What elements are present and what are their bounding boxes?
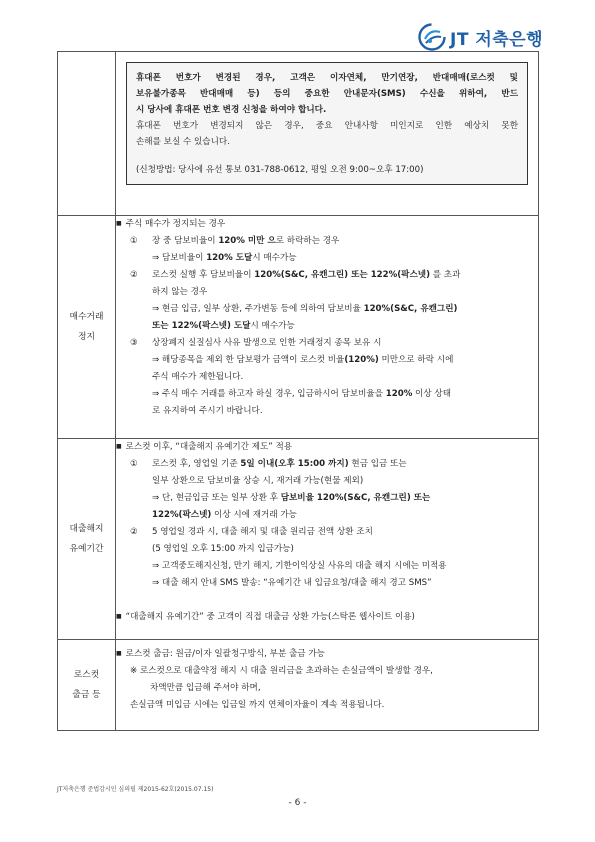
phone-row-content xyxy=(116,52,539,216)
bullet-item: ■ “대출해지 유예기간” 중 고객이 직접 대출금 상환 가능(스탁론 웹사이트 이용) xyxy=(116,609,538,626)
sub-item: ⇒ 고객중도해지신청, 만기 해지, 기한이익상실 사유의 대출 해지 시에는 미적용 xyxy=(152,561,447,571)
emphasis: 5일 이내(오후 15:00 까지) xyxy=(240,459,349,469)
item-number: ③ xyxy=(130,338,138,348)
bullet-item: ■ 로스컷 이후, “대출해지 유예기간 제도” 적용 xyxy=(116,439,538,456)
sub-item xyxy=(116,386,538,403)
emphasis: 120% 미만 으 xyxy=(218,236,276,246)
sub-item-continued: 주식 매수가 제한됩니다. xyxy=(152,372,244,382)
list-item xyxy=(116,267,538,284)
emphasis: (120%) xyxy=(344,355,379,365)
emphasis: 120%(S&C, 유캔그린) xyxy=(363,304,458,314)
list-item-continued: (5 영업일 오후 15:00 까지 입금가능) xyxy=(152,544,294,554)
sub-item-continued: 로 유지하여 주시기 바랍니다. xyxy=(152,406,263,416)
sub-item xyxy=(116,250,538,267)
text: 시 매수가능 xyxy=(250,321,295,331)
sub-item xyxy=(116,490,538,507)
label-line: 매수거래 xyxy=(69,312,104,322)
text: ⇒ 해당종목을 제외 한 담보평가 금액이 로스컷 비율 xyxy=(152,355,345,365)
label-line: 출금 등 xyxy=(72,690,101,700)
emphasis: 122%(팍스넷) xyxy=(152,510,212,520)
emphasis: 120% 도달 xyxy=(206,253,253,263)
losscut-content xyxy=(116,640,539,731)
list-item xyxy=(116,233,538,250)
phone-change-row xyxy=(58,52,539,216)
text: ⇒ 단, 현금입금 또는 일부 상환 후 xyxy=(152,493,281,503)
list-item xyxy=(116,335,538,352)
sub-item xyxy=(116,301,538,318)
bullet-item: ■ 주식 매수가 정지되는 경우 xyxy=(116,216,538,233)
trading-halt-label xyxy=(58,216,116,439)
company-logo xyxy=(418,23,543,51)
bullet-item: ■ 로스컷 출금: 원금/이자 일괄청구방식, 부분 출금 가능 xyxy=(116,646,538,663)
notice-line: 휴대폰 번호가 변경되지 않은 경우, 중요 안내사항 미인지로 인한 예상치 못한 xyxy=(136,121,518,131)
label-line: 로스컷 xyxy=(73,670,100,680)
notice-line: 휴대폰 번호가 변경된 경우, 고객은 이자연체, 만기연장, 반대매매(로스컷 및 xyxy=(136,73,518,83)
note-line: 차액만큼 입금해 주셔야 하며, xyxy=(150,683,261,693)
loan-grace-row xyxy=(58,439,539,640)
notice-application-method: (신청방법: 당사에 유선 통보 031-788-0612, 평일 오전 9:00~오후 17:00) xyxy=(136,165,424,175)
emphasis: 담보비율 120%(S&C, 유캔그린) 또는 xyxy=(280,493,431,503)
text: 를 초과 xyxy=(430,270,461,280)
page-number: - 6 - xyxy=(288,798,307,808)
text: 장 중 담보비율이 xyxy=(152,236,219,246)
trading-halt-row xyxy=(58,216,539,439)
sub-item-continued xyxy=(116,507,538,524)
text: 미만으로 하락 시에 xyxy=(378,355,454,365)
compliance-footnote: JT저축은행 준법감시인 심의필 제2015-62호(2015.07.15) xyxy=(57,786,214,793)
losscut-label xyxy=(58,640,116,731)
sub-item xyxy=(116,352,538,369)
emphasis: 120% xyxy=(385,389,413,399)
text: 로스컷 실행 후 담보비율이 xyxy=(152,270,255,280)
text: ⇒ 현금 입금, 일부 상환, 주가변동 등에 의하여 담보비율 xyxy=(152,304,364,314)
phone-change-notice-box xyxy=(126,62,528,185)
item-number: ② xyxy=(130,270,138,280)
trading-halt-content xyxy=(116,216,539,439)
text: 로 하락하는 경우 xyxy=(275,236,340,246)
text: ⇒ 담보비율이 xyxy=(152,253,207,263)
notice-line: 시 당사에 휴대폰 번호 변경 신청을 하여야 합니다. xyxy=(136,105,327,115)
phone-row-label xyxy=(58,52,116,216)
item-number: ① xyxy=(130,236,138,246)
label-line: 유예기간 xyxy=(69,544,104,554)
logo-text: JT 저축은행 xyxy=(450,29,544,50)
list-item-continued: 하지 않는 경우 xyxy=(152,287,208,297)
list-item xyxy=(116,456,538,473)
jt-swirl-logo-icon xyxy=(418,23,446,51)
text: 5 영업일 경과 시, 대출 해지 및 대출 원리금 전액 상환 조치 xyxy=(152,527,373,537)
sub-item-continued xyxy=(116,318,538,335)
notice-line: 손해를 보실 수 있습니다. xyxy=(136,137,230,147)
loan-grace-content xyxy=(116,439,539,640)
text: 로스컷 후, 영업일 기준 xyxy=(152,459,241,469)
terms-table xyxy=(57,51,539,731)
list-item xyxy=(116,524,538,541)
emphasis: 120%(S&C, 유캔그린) 또는 122%(팍스넷) xyxy=(254,270,431,280)
text: 시 매수가능 xyxy=(252,253,297,263)
item-number: ② xyxy=(130,527,138,537)
text: 이상 상태 xyxy=(412,389,451,399)
losscut-withdrawal-row xyxy=(58,640,539,731)
sub-item: ⇒ 대출 해지 안내 SMS 발송: “유예기간 내 입금요청/대출 해지 경고 SMS” xyxy=(152,578,432,588)
note-line: ※ 로스컷으로 대출약정 해지 시 대출 원리금을 초과하는 손실금액이 발생할 경우, xyxy=(130,666,433,676)
emphasis: 또는 122%(팍스넷) 도달 xyxy=(152,321,251,331)
item-number: ① xyxy=(130,459,138,469)
notice-line: 보유불가종목 반대매매 등) 등의 중요한 안내문자(SMS) 수신을 위하여, 반드 xyxy=(136,89,518,99)
label-line: 정지 xyxy=(78,332,95,342)
note-line: 손실금액 미입금 시에는 입금일 까지 연체이자율이 계속 적용됩니다. xyxy=(130,700,385,710)
text: 현금 입금 또는 xyxy=(348,459,407,469)
list-item-continued: 일부 상환으로 담보비율 상승 시, 재거래 가능(현물 제외) xyxy=(152,476,364,486)
label-line: 대출해지 xyxy=(69,524,104,534)
loan-grace-label xyxy=(58,439,116,640)
text: 이상 시에 재거래 가능 xyxy=(211,510,297,520)
text: ⇒ 주식 매수 거래를 하고자 하실 경우, 입금하시어 담보비율을 xyxy=(152,389,386,399)
text: 상장폐지 실질심사 사유 발생으로 인한 거래정지 종목 보유 시 xyxy=(152,338,382,348)
